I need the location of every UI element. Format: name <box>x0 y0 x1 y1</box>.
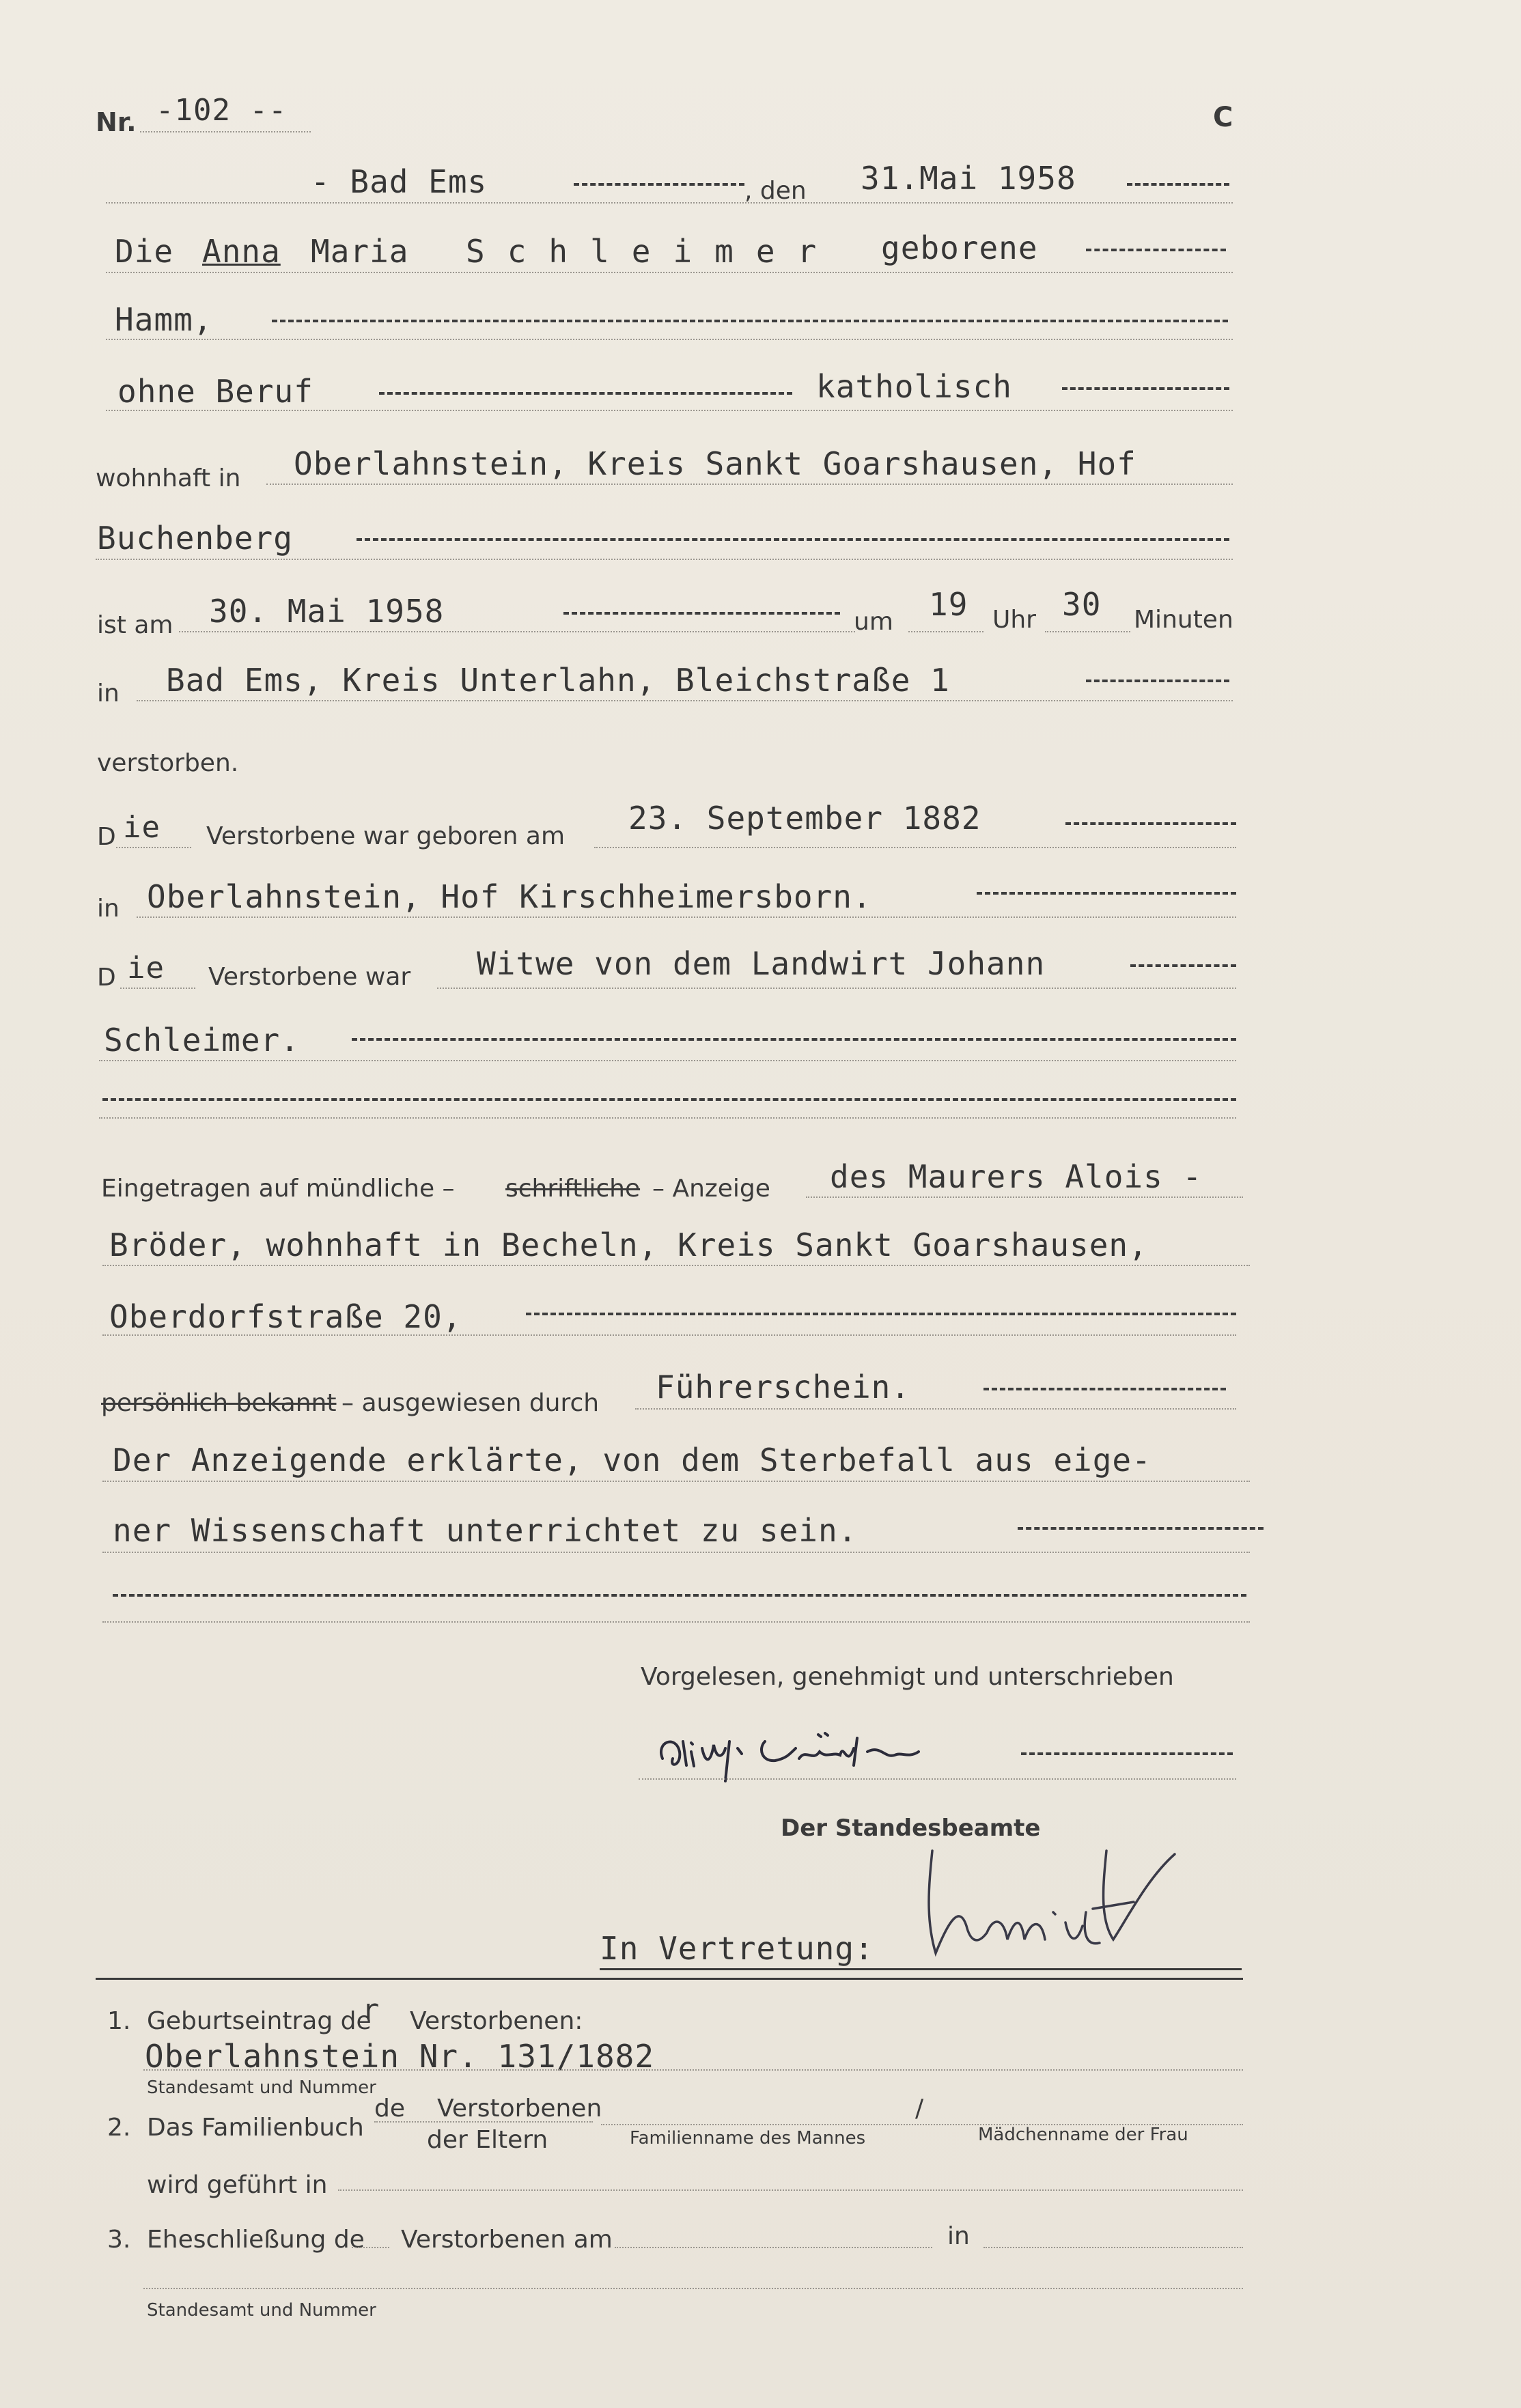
writing-line <box>179 631 855 632</box>
writing-line <box>1045 631 1130 632</box>
writing-line <box>352 2247 389 2248</box>
dash-fill <box>1062 387 1229 390</box>
writing-line <box>639 1778 1236 1780</box>
dash-fill <box>977 892 1236 895</box>
die-prefix: Die <box>115 233 174 270</box>
notes-separator <box>96 1978 1243 1980</box>
writing-line <box>143 2069 1243 2071</box>
birth-d-label: D <box>97 823 116 851</box>
record-number: -102 -- <box>156 93 288 128</box>
dash-fill <box>352 1038 1236 1041</box>
dash-fill <box>574 183 744 186</box>
statement-line1: Der Anzeigende erklärte, von dem Sterbefall aus eige- <box>113 1442 1152 1479</box>
nr-label: Nr. <box>96 107 137 137</box>
note3-caption: Standesamt und Nummer <box>147 2300 376 2321</box>
note2-eltern: der Eltern <box>427 2126 548 2154</box>
writing-line <box>806 1196 1243 1198</box>
writing-line <box>96 559 1233 560</box>
dash-fill <box>1018 1527 1264 1530</box>
note3-verstorbenen: Verstorbenen am <box>401 2226 613 2254</box>
uhr-label: Uhr <box>992 606 1036 634</box>
middle-name: Maria <box>311 233 409 270</box>
status-d-suffix: ie <box>127 951 165 985</box>
geboren-label: Verstorbene war geboren am <box>206 822 566 850</box>
status-d-label: D <box>97 964 116 992</box>
death-minute: 30 <box>1062 586 1102 623</box>
writing-line <box>106 272 1233 273</box>
note2-verstorbenen: Verstorbenen <box>437 2095 602 2123</box>
writing-line <box>137 700 1233 701</box>
dash-fill <box>102 1098 1236 1101</box>
writing-line <box>437 988 1236 989</box>
writing-line <box>594 847 1236 848</box>
note1-text: Geburtseintrag de <box>147 2007 372 2035</box>
dash-fill <box>526 1313 1236 1315</box>
occupation: ohne Beruf <box>117 373 313 410</box>
note2-mann-caption: Familienname des Mannes <box>630 2128 866 2148</box>
note2-text: Das Familienbuch <box>147 2114 364 2142</box>
residence-line2: Buchenberg <box>97 520 293 557</box>
writing-line <box>615 2247 932 2248</box>
dash-fill <box>1021 1752 1233 1755</box>
reporter-line3: Oberdorfstraße 20, <box>109 1298 462 1335</box>
eingetragen-label: Eingetragen auf mündliche – <box>101 1175 455 1203</box>
note1-number: 1. <box>107 2007 131 2035</box>
corner-mark: C <box>1213 102 1233 133</box>
writing-line <box>102 1265 1250 1266</box>
writing-line <box>102 1334 1236 1336</box>
record-number-line <box>140 131 311 132</box>
verstorbene-war-label: Verstorbene war <box>208 963 411 991</box>
writing-line <box>266 484 1233 485</box>
writing-line <box>116 847 191 848</box>
note3-in: in <box>947 2222 970 2250</box>
um-label: um <box>854 608 893 636</box>
den-label: , den <box>744 177 807 205</box>
dash-fill <box>563 612 840 615</box>
writing-line <box>106 339 1233 340</box>
writing-line <box>137 916 1236 918</box>
schriftliche-label: schriftliche <box>505 1175 641 1203</box>
writing-line <box>99 1060 1236 1061</box>
writing-line <box>106 410 1233 411</box>
dash-fill <box>1130 964 1236 967</box>
note2-wird: wird geführt in <box>147 2171 328 2199</box>
reporter-line1: des Maurers Alois - <box>830 1158 1203 1195</box>
dash-fill <box>272 320 1228 322</box>
ausgewiesen-label: – ausgewiesen durch <box>341 1389 600 1417</box>
dash-fill <box>357 538 1229 541</box>
surname: Schleimer <box>466 233 839 270</box>
writing-line <box>106 202 1233 204</box>
writing-line <box>908 631 983 632</box>
first-name: Anna <box>202 233 281 270</box>
bekannt-label: persönlich bekannt <box>101 1389 337 1417</box>
religion: katholisch <box>816 368 1012 405</box>
dash-fill <box>1065 822 1236 825</box>
maiden-name: Hamm, <box>115 301 213 338</box>
writing-line <box>102 1621 1250 1623</box>
dash-fill <box>1127 183 1229 186</box>
writing-line <box>143 2288 1243 2289</box>
status-line2: Schleimer. <box>104 1022 300 1059</box>
note2-slash: / <box>915 2095 924 2123</box>
in-label: in <box>97 680 120 708</box>
death-hour: 19 <box>929 586 968 623</box>
verstorben-label: verstorben. <box>97 749 239 777</box>
ist-am-label: ist am <box>97 611 173 639</box>
registrar-signature <box>902 1837 1216 1967</box>
death-place: Bad Ems, Kreis Unterlahn, Bleichstraße 1 <box>166 662 950 699</box>
dash-fill <box>1086 249 1226 251</box>
anzeige-label: – Anzeige <box>652 1175 770 1203</box>
note1-caption: Standesamt und Nummer <box>147 2077 376 2098</box>
reporter-line2: Bröder, wohnhaft in Becheln, Kreis Sankt Goarshausen, <box>109 1227 1148 1263</box>
dash-fill <box>1086 680 1229 682</box>
note3-text: Eheschließung de <box>147 2226 365 2254</box>
registry-date: 31.Mai 1958 <box>861 160 1076 197</box>
note1-suffix: r <box>362 1993 380 2026</box>
writing-line <box>635 1408 1236 1410</box>
wohnhaft-label: wohnhaft in <box>96 464 241 492</box>
standesbeamte-label: Der Standesbeamte <box>781 1815 1041 1842</box>
birth-date: 23. September 1882 <box>628 800 981 837</box>
dash-fill <box>983 1388 1226 1390</box>
registry-place: - Bad Ems <box>311 163 488 200</box>
writing-line <box>338 2189 1243 2191</box>
id-document: Führerschein. <box>656 1369 911 1405</box>
death-date: 30. Mai 1958 <box>209 593 445 630</box>
birth-in-label: in <box>97 895 120 923</box>
note1-text2: Verstorbenen: <box>410 2007 583 2035</box>
signature-rule <box>600 1968 1242 1970</box>
writing-line <box>102 1552 1250 1553</box>
statement-line2: ner Wissenschaft unterrichtet zu sein. <box>113 1512 858 1549</box>
dash-fill <box>379 392 792 395</box>
writing-line <box>983 2247 1243 2248</box>
note2-frau-caption: Mädchenname der Frau <box>978 2125 1188 2145</box>
note1-value: Oberlahnstein Nr. 131/1882 <box>145 2038 655 2075</box>
writing-line <box>374 2121 593 2123</box>
status-line1: Witwe von dem Landwirt Johann <box>477 945 1046 982</box>
residence-line1: Oberlahnstein, Kreis Sankt Goarshausen, Hof <box>294 445 1136 482</box>
geborene-label: geborene <box>881 229 1038 266</box>
dash-fill <box>113 1594 1246 1597</box>
note3-number: 3. <box>107 2226 131 2254</box>
writing-line <box>99 1117 1236 1119</box>
vorgelesen-label: Vorgelesen, genehmigt und unterschrieben <box>641 1663 1174 1691</box>
note2-number: 2. <box>107 2114 131 2142</box>
note2-de: de <box>374 2095 405 2123</box>
minuten-label: Minuten <box>1134 606 1233 634</box>
birth-d-suffix: ie <box>123 810 161 845</box>
writing-line <box>120 988 195 989</box>
writing-line <box>102 1481 1250 1482</box>
birth-place: Oberlahnstein, Hof Kirschheimersborn. <box>147 878 872 915</box>
vertretung-label: In Vertretung: <box>600 1930 874 1967</box>
